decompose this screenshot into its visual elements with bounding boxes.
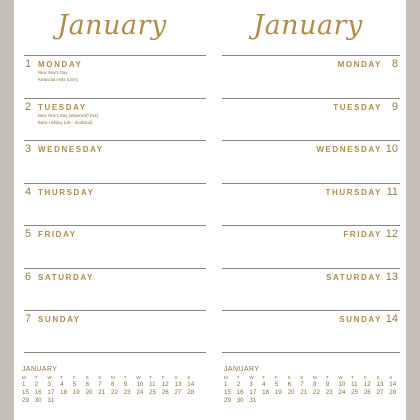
calendar-date: 20 [287,389,295,396]
weekday-header: S [389,375,393,380]
weekday-header: S [174,375,178,380]
calendar-date: 22 [111,389,118,396]
calendar-date: 5 [274,381,279,388]
calendar-date: 9 [325,381,330,388]
day-number: 6 [25,270,32,283]
weekday-header: F [161,375,165,380]
weekday-header: T [236,375,240,380]
calendar-date: 14 [187,381,195,388]
day-name: THURSDAY [38,187,95,197]
calendar-date: 23 [325,389,333,396]
calendar-date: 2 [236,381,241,388]
day-number: 2 [25,100,32,113]
calendar-date: 3 [47,381,51,388]
weekday-header: W [249,375,254,380]
holiday-note: Bank Holiday (UK - Scotland) [38,119,93,125]
weekday-header: T [262,375,265,380]
weekday-header: T [325,375,329,380]
day-name: WEDNESDAY [38,145,104,154]
day-rule [222,310,400,311]
planner-spread [14,0,406,420]
left-mini-calendar [22,366,200,405]
day-rule [24,268,206,269]
calendar-date: 11 [351,381,358,388]
day-name: MONDAY [337,60,382,69]
weekday-header: S [187,375,191,380]
day-number: 11 [386,185,398,198]
day-rule [222,140,400,141]
calendar-date: 1 [22,381,26,388]
calendar-date: 16 [236,389,244,396]
weekday-header: S [85,375,89,380]
weekday-header: S [98,375,102,380]
calendar-date: 26 [363,389,371,396]
calendar-date: 15 [224,389,231,396]
day-name: SUNDAY [38,315,81,324]
calendar-date: 18 [60,389,68,396]
right-mini-calendar-grid [224,375,402,405]
left-month-title: January [57,10,167,41]
calendar-date: 14 [389,381,397,388]
calendar-date: 21 [98,389,106,396]
calendar-date: 8 [111,381,115,388]
day-rule [222,98,400,99]
day-name: SATURDAY [326,272,382,282]
right-mini-calendar-title: JANUARY [224,366,260,373]
calendar-date: 29 [224,397,231,404]
right-mini-calendar [224,366,402,405]
day-rule [24,225,206,226]
day-number: 13 [385,270,398,283]
calendar-date: 30 [236,397,244,404]
left-mini-calendar-grid [22,375,200,405]
calendar-date: 17 [47,389,55,396]
day-name: MONDAY [38,60,83,69]
calendar-date: 23 [123,389,131,396]
calendar-date: 20 [85,389,93,396]
calendar-date: 25 [351,389,359,396]
calendar-date: 25 [149,389,157,396]
day-number: 10 [385,143,398,155]
calendar-date: 24 [338,389,346,396]
day-rule [24,310,206,311]
weekday-header: F [363,375,367,380]
day-rule [222,55,400,56]
day-name: FRIDAY [343,230,382,239]
day-number: 4 [25,185,32,198]
calendar-date: 10 [136,381,144,388]
calendar-date: 29 [22,397,29,404]
day-name: TUESDAY [38,102,87,112]
calendar-date: 4 [60,381,64,388]
calendar-date: 17 [249,389,257,396]
day-rule [222,352,400,353]
calendar-date: 6 [287,381,292,388]
day-name: WEDNESDAY [316,145,382,154]
calendar-date: 30 [34,397,42,404]
weekday-header: M [111,375,115,380]
day-name: SATURDAY [38,272,94,282]
calendar-date: 27 [376,389,384,396]
weekday-header: F [72,375,76,380]
calendar-date: 3 [249,381,253,388]
weekday-header: W [47,375,52,380]
weekday-header: W [338,375,343,380]
weekday-header: T [351,375,354,380]
calendar-date: 12 [363,381,371,388]
day-rule [222,183,400,184]
right-page [210,0,406,420]
holiday-note: New Year's Day [38,70,68,75]
day-name: FRIDAY [38,230,77,239]
day-number: 7 [25,313,32,325]
calendar-date: 31 [249,397,257,404]
day-number: 3 [25,143,32,155]
day-name: TUESDAY [333,102,382,112]
calendar-date: 22 [313,389,320,396]
left-mini-calendar-title: JANUARY [22,366,58,373]
calendar-date: 19 [72,389,80,396]
day-number: 8 [391,58,398,70]
weekday-header: F [274,375,278,380]
weekday-header: S [300,375,304,380]
weekday-header: T [34,375,38,380]
calendar-date: 11 [149,381,156,388]
weekday-header: S [287,375,291,380]
left-page [14,0,210,420]
calendar-date: 15 [22,389,29,396]
day-name: SUNDAY [339,315,382,324]
calendar-date: 28 [187,389,195,396]
day-rule [24,98,206,99]
calendar-date: 6 [85,381,90,388]
weekday-header: M [313,375,317,380]
calendar-date: 9 [123,381,128,388]
calendar-date: 12 [161,381,169,388]
day-rule [24,183,206,184]
day-rule [24,140,206,141]
day-number: 1 [25,58,32,70]
day-rule [222,268,400,269]
calendar-date: 5 [72,381,77,388]
calendar-date: 1 [224,381,228,388]
day-rule [24,55,206,56]
calendar-date: 31 [47,397,55,404]
day-number: 14 [385,313,398,325]
calendar-date: 16 [34,389,42,396]
day-number: 12 [385,228,398,240]
calendar-date: 4 [262,381,266,388]
calendar-date: 13 [174,381,182,388]
calendar-date: 19 [274,389,282,396]
weekday-header: M [224,375,228,380]
calendar-date: 2 [34,381,39,388]
weekday-header: W [136,375,141,380]
calendar-date: 24 [136,389,144,396]
calendar-date: 26 [161,389,169,396]
weekday-header: T [123,375,127,380]
day-rule [222,225,400,226]
calendar-date: 8 [313,381,317,388]
weekday-header: S [376,375,380,380]
day-name: THURSDAY [325,187,382,197]
calendar-date: 13 [376,381,384,388]
day-rule [24,352,206,353]
calendar-date: 7 [300,381,304,388]
calendar-date: 27 [174,389,182,396]
day-number: 5 [25,228,32,240]
holiday-note: New Year's Day (observed) (NZ) [38,112,99,118]
weekday-header: T [149,375,152,380]
holiday-note: Kwanzaa ends (USA) [38,77,79,82]
calendar-date: 18 [262,389,270,396]
weekday-header: M [22,375,26,380]
right-month-title: January [253,10,363,41]
weekday-header: T [60,375,63,380]
calendar-date: 28 [389,389,397,396]
calendar-date: 21 [300,389,308,396]
day-number: 9 [391,100,398,113]
calendar-date: 10 [338,381,346,388]
calendar-date: 7 [98,381,102,388]
